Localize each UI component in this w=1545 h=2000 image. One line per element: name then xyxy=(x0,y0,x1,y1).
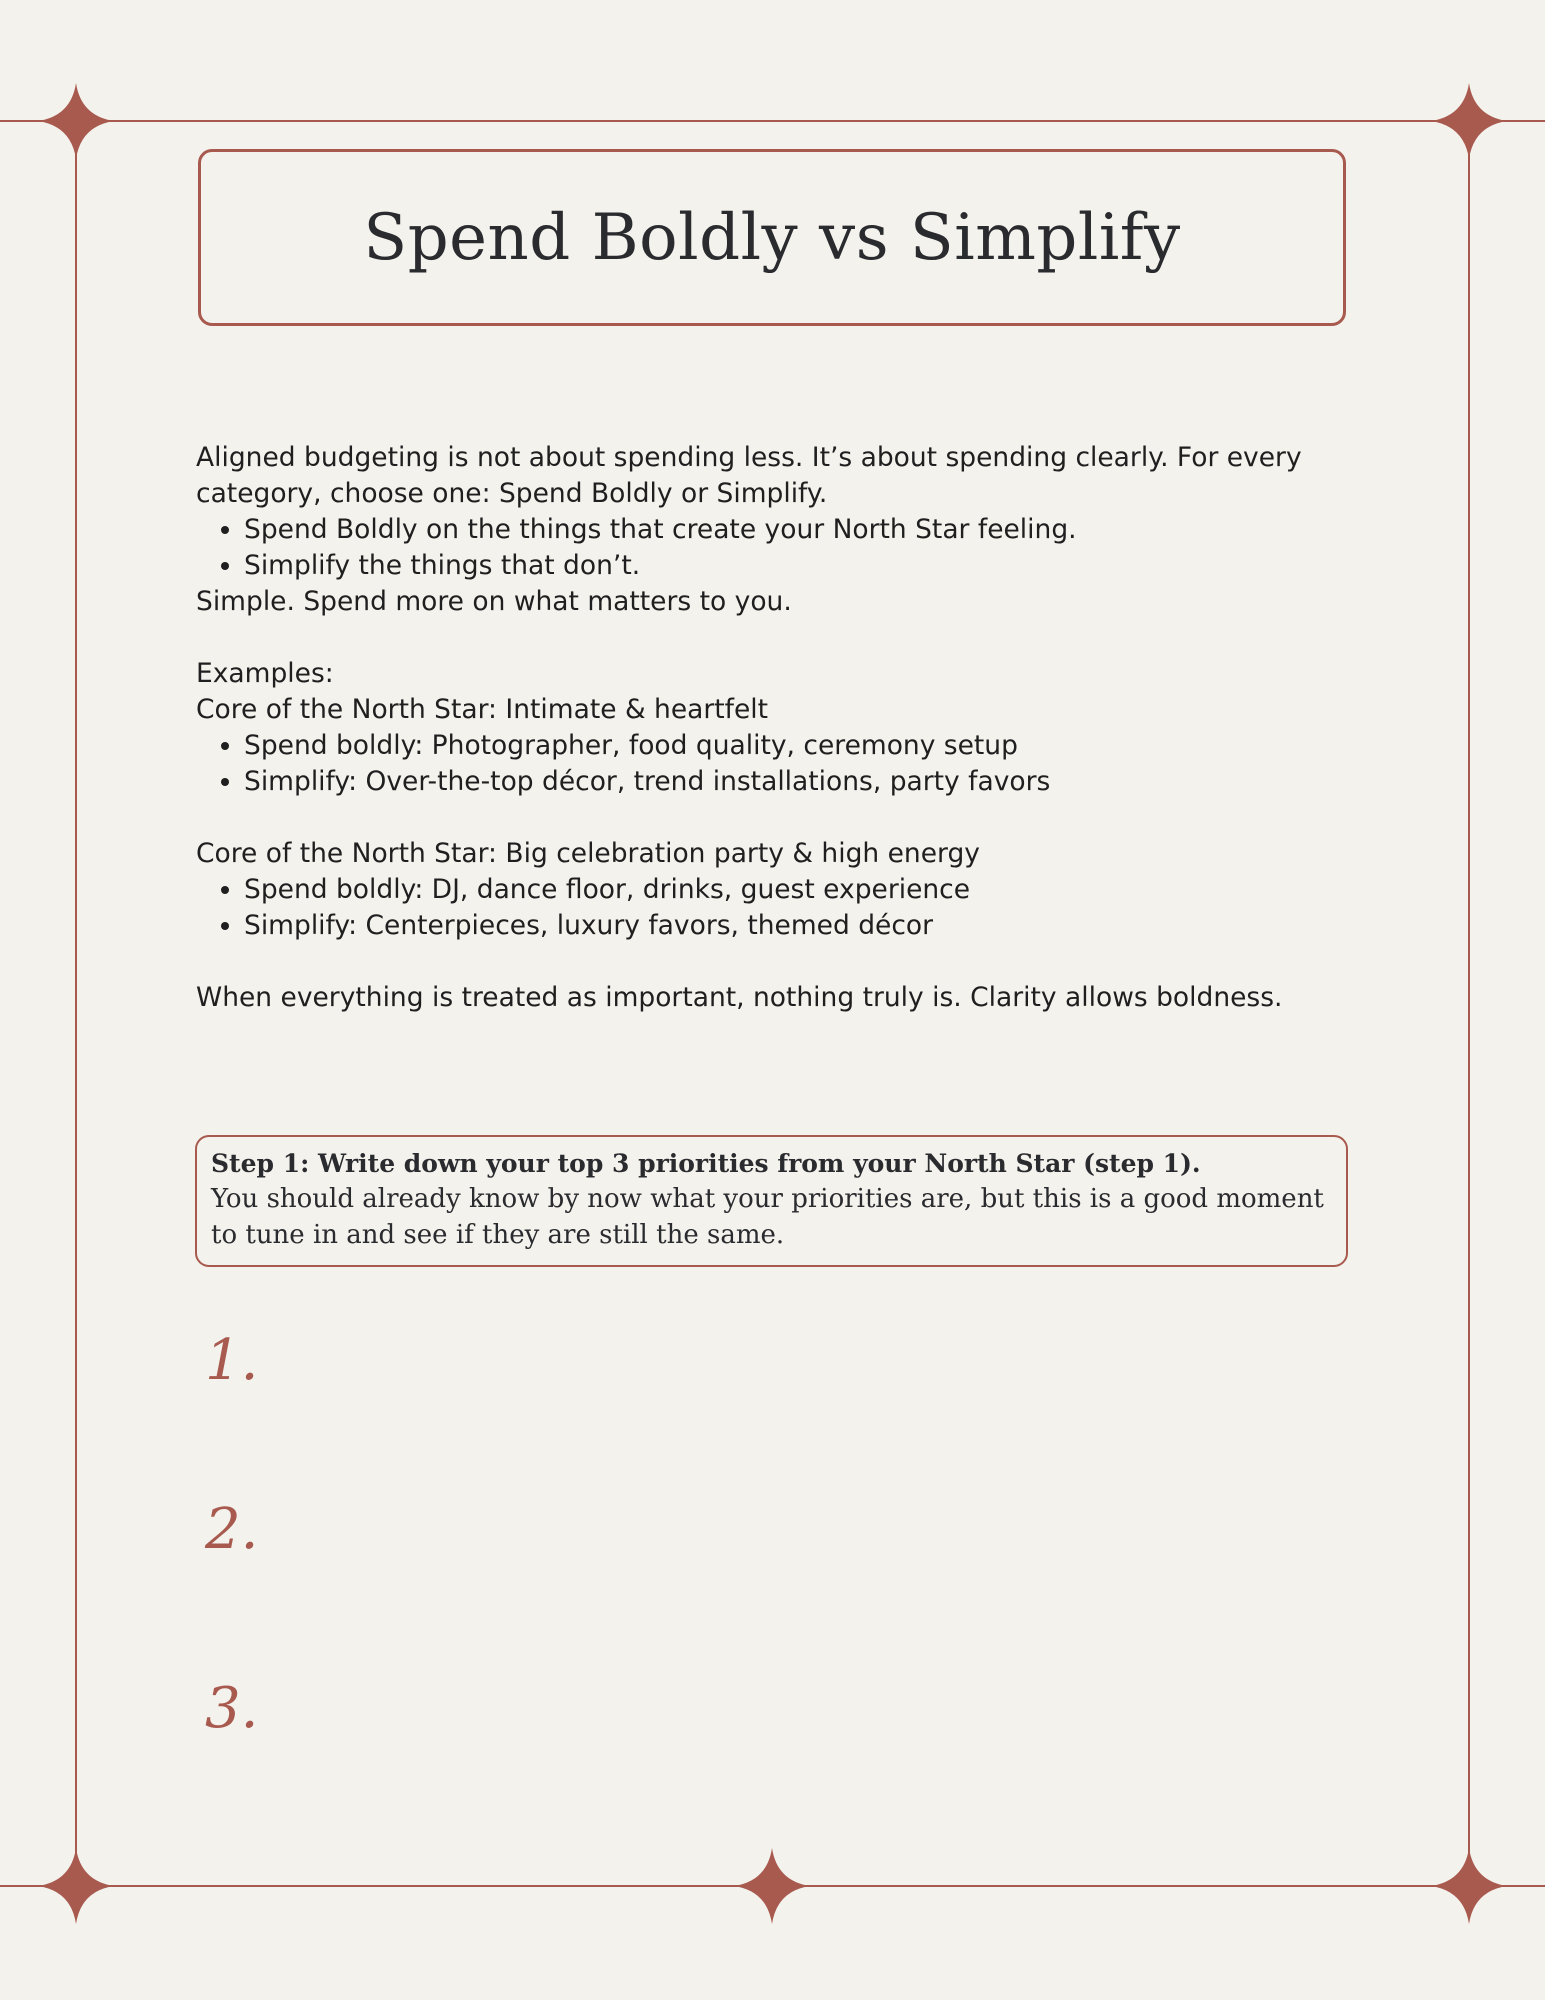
step-title: Step 1: Write down your top 3 priorities from your North Star (step 1). xyxy=(211,1149,1201,1178)
star-icon xyxy=(1431,1848,1507,1924)
priority-number-2: 2. xyxy=(205,1497,259,1562)
example-list xyxy=(196,872,1356,944)
list-item: • Spend boldly: Photographer, food quality, ceremony setup xyxy=(244,728,1356,764)
example-core: Core of the North Star: Big celebration party & high energy xyxy=(196,838,980,869)
example-list xyxy=(196,728,1356,800)
list-item: • Simplify: Over-the-top décor, trend installations, party favors xyxy=(244,764,1356,800)
list-item: • Spend boldly: DJ, dance floor, drinks, guest experience xyxy=(244,872,1356,908)
intro-section xyxy=(196,440,1356,1016)
intro-paragraph: Aligned budgeting is not about spending less. It’s about spending clearly. For every category, choose one: Spend Boldly or Simplify. xyxy=(196,442,1302,509)
star-icon xyxy=(38,1848,114,1924)
step-box xyxy=(195,1135,1348,1267)
star-icon xyxy=(38,83,114,159)
page-title: Spend Boldly vs Simplify xyxy=(363,200,1181,275)
priority-number-1: 1. xyxy=(205,1328,259,1393)
star-icon xyxy=(734,1848,810,1924)
examples-label: Examples: xyxy=(196,658,334,689)
intro-summary: Simple. Spend more on what matters to you. xyxy=(196,586,792,617)
list-item: • Spend Boldly on the things that create your North Star feeling. xyxy=(244,512,1356,548)
example-core: Core of the North Star: Intimate & heartfelt xyxy=(196,694,769,725)
star-icon xyxy=(1431,83,1507,159)
list-item: • Simplify the things that don’t. xyxy=(244,548,1356,584)
priority-number-3: 3. xyxy=(205,1676,259,1741)
list-item: • Simplify: Centerpieces, luxury favors, themed décor xyxy=(244,908,1356,944)
intro-list xyxy=(196,512,1356,584)
step-text: You should already know by now what your priorities are, but this is a good moment to tune in and see if they are still the same. xyxy=(211,1184,1324,1250)
title-box xyxy=(198,149,1346,326)
closing-paragraph: When everything is treated as important, nothing truly is. Clarity allows boldness. xyxy=(196,982,1283,1013)
